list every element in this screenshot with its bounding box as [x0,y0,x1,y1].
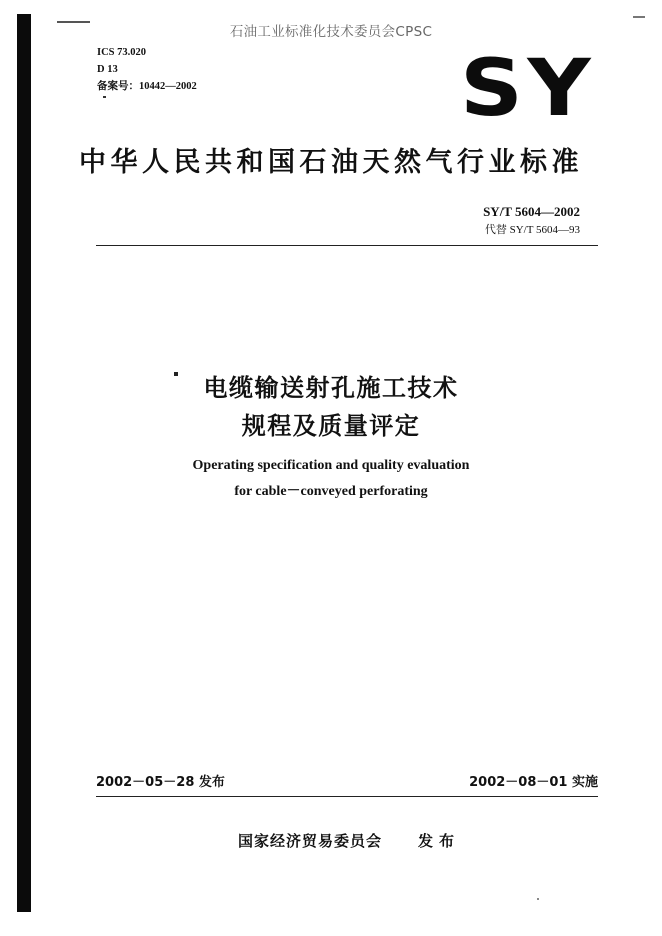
ics-code: ICS 73.020 [97,47,147,58]
sy-logo: SY [460,44,596,134]
standard-code: SY/T 5604—2002 [483,204,580,219]
document-title-en-line1: Operating specification and quality evaluation [192,458,470,473]
effective-date: 2002－08－01 实施 [469,775,598,790]
category-code: D 13 [97,64,118,75]
replaces-standard: 代替 SY/T 5604—93 [484,224,580,236]
publisher-action: 发布 [418,832,461,850]
document-title-cn-line1: 电缆输送射孔施工技术 [203,374,459,402]
top-divider [96,245,598,246]
national-standard-title: 中华人民共和国石油天然气行业标准 [79,147,583,178]
scan-mark [633,16,645,18]
bottom-divider [96,796,598,797]
header-source: 石油工业标准化技术委员会CPSC [229,24,433,40]
publisher-name: 国家经济贸易委员会 [238,832,383,850]
scan-speck [537,898,539,900]
document-title-en-line2: for cable－conveyed perforating [234,484,428,499]
filing-number: 备案号：10442—2002 [97,81,197,92]
document-title-cn-line2: 规程及质量评定 [241,412,421,440]
scan-speck [103,96,106,98]
publish-date: 2002－05－28 发布 [96,775,225,790]
